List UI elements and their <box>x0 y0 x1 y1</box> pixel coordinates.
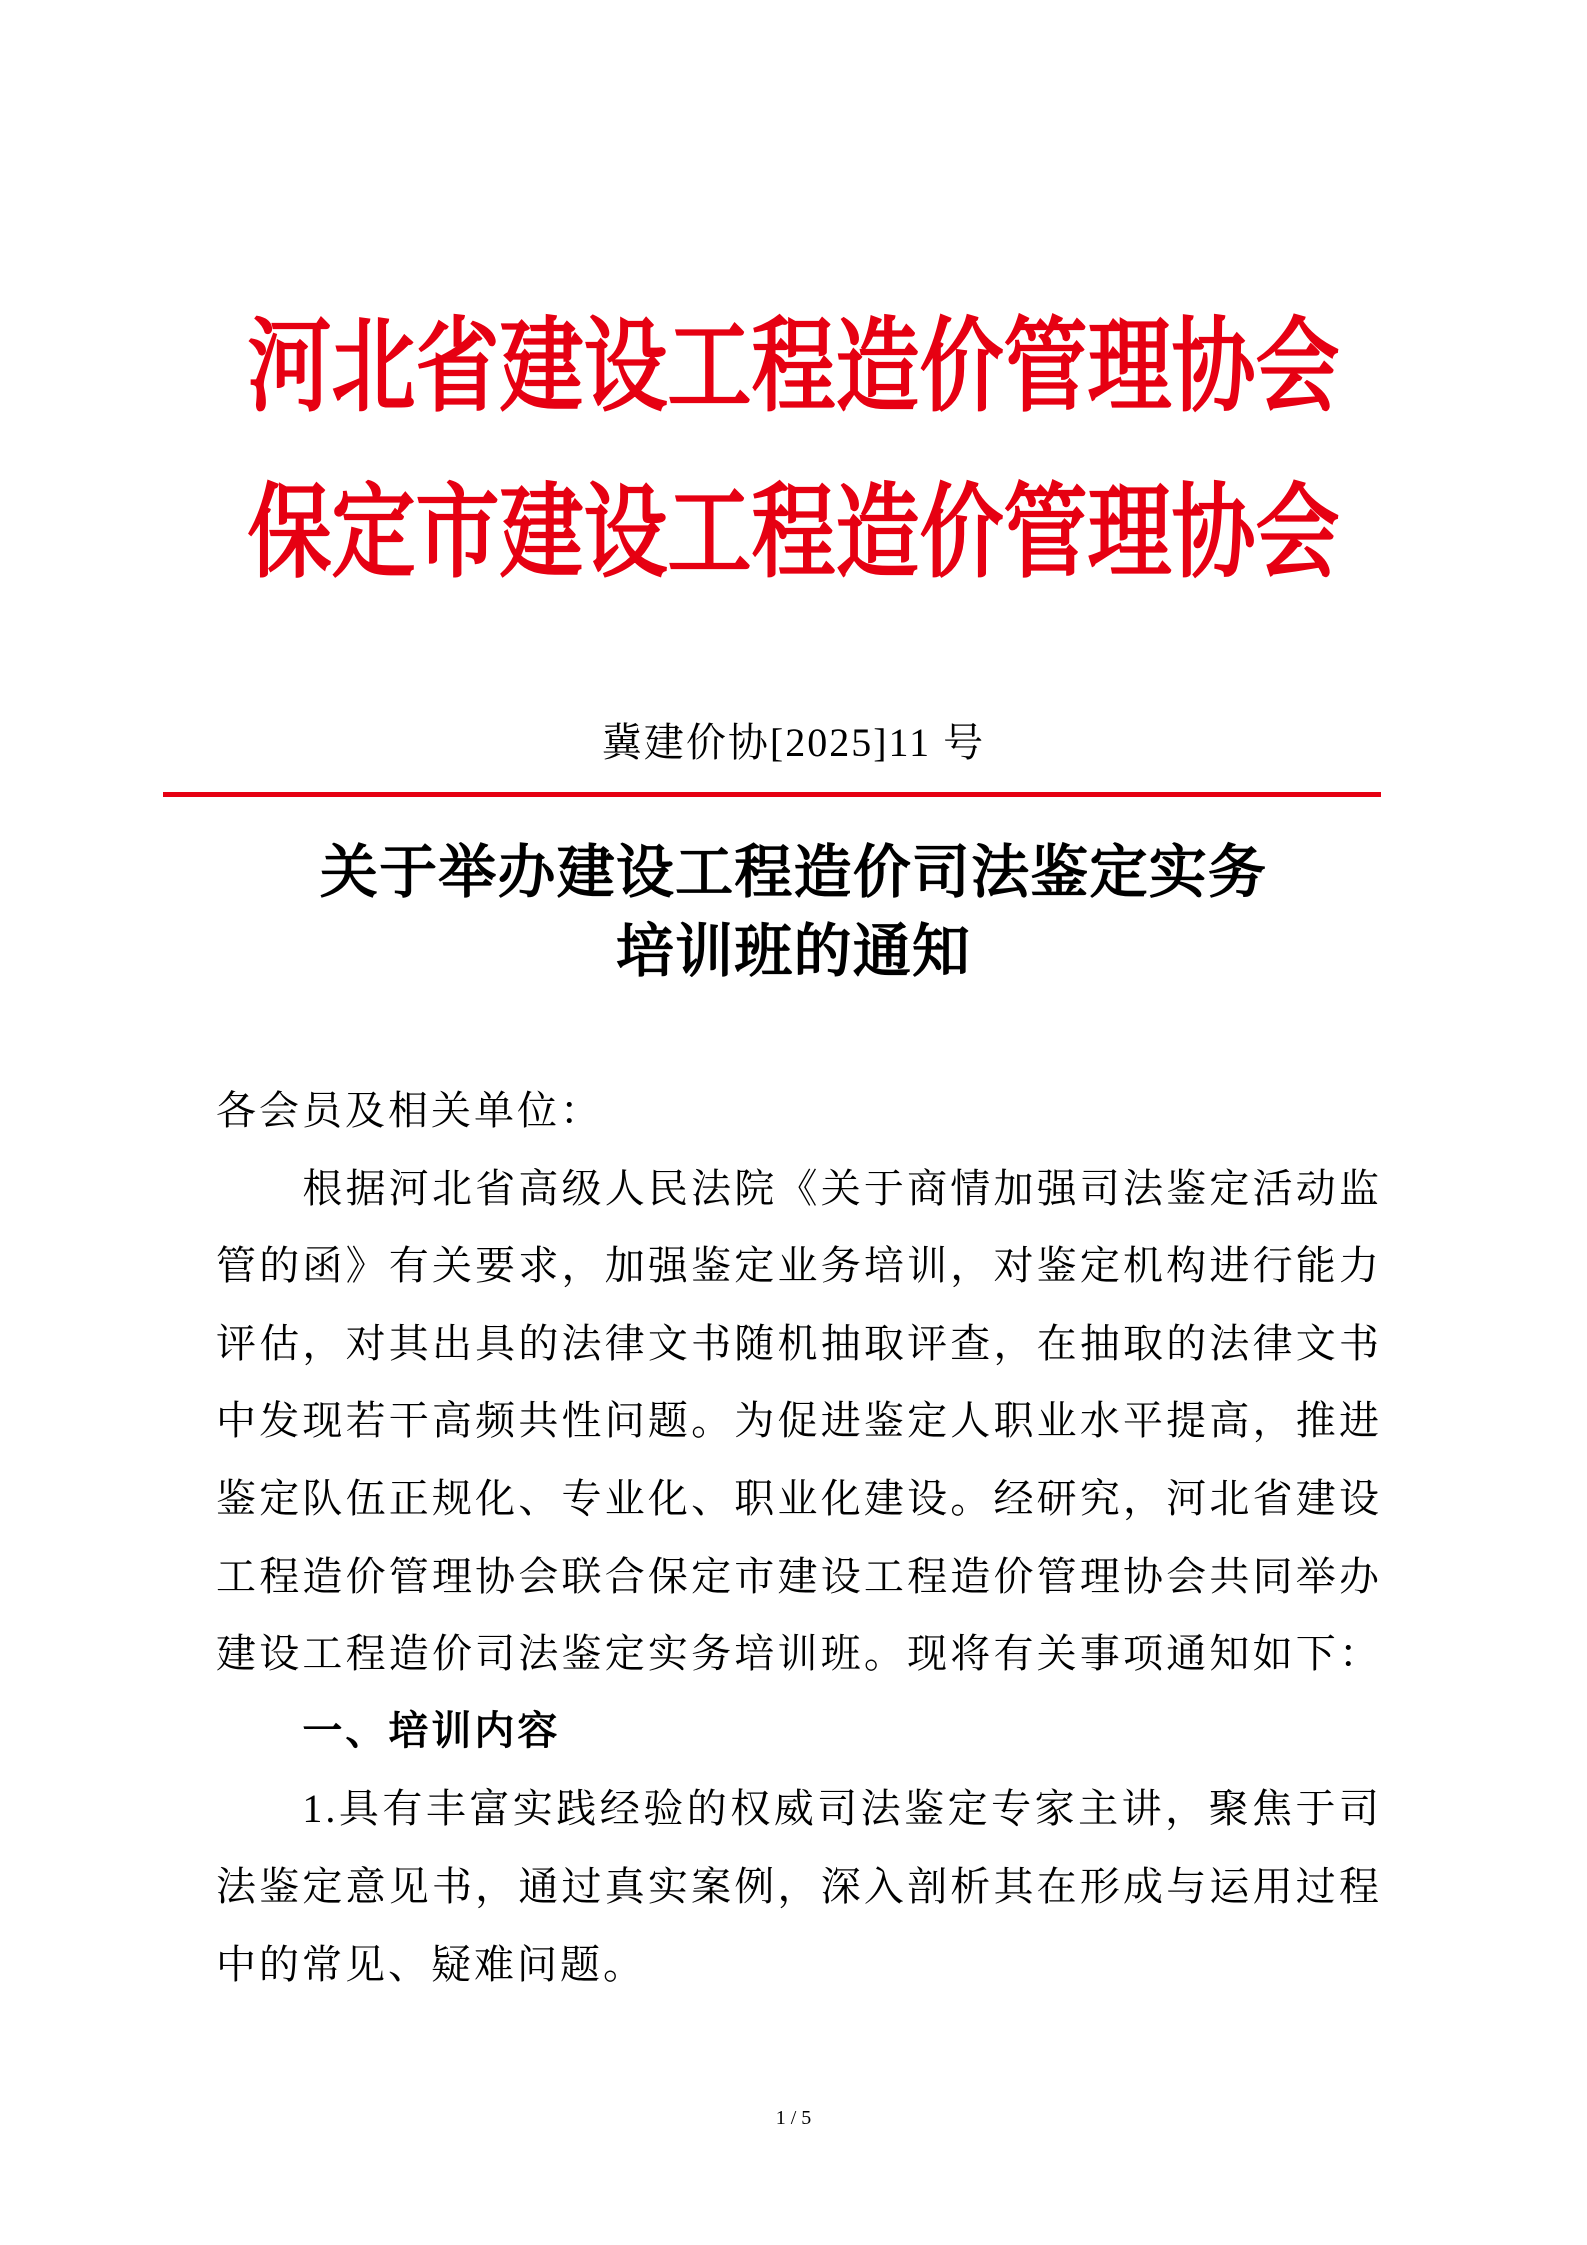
salutation: 各会员及相关单位： <box>216 1088 603 1133</box>
item-1-line: 1.具有丰富实践经验的权威司法鉴定专家主讲，聚焦于司 <box>302 1786 1382 1832</box>
intro-paragraph-line: 建设工程造价司法鉴定实务培训班。现将有关事项通知如下： <box>216 1631 1382 1677</box>
document-number: 冀建价协[2025]11 号 <box>601 720 986 765</box>
issuing-org-line-2: 保定市建设工程造价管理协会 <box>247 471 1340 592</box>
issuing-org-line-1: 河北省建设工程造价管理协会 <box>247 305 1340 426</box>
intro-paragraph-line: 中发现若干高频共性问题。为促进鉴定人职业水平提高，推进 <box>216 1398 1382 1444</box>
document-title-line-2: 培训班的通知 <box>615 917 972 985</box>
document-title-line-1: 关于举办建设工程造价司法鉴定实务 <box>319 838 1268 906</box>
page-number: 1 / 5 <box>775 2107 812 2129</box>
document-body <box>216 1072 1382 2003</box>
section-heading-training-content: 一、培训内容 <box>302 1707 561 1754</box>
intro-paragraph-line: 根据河北省高级人民法院《关于商情加强司法鉴定活动监 <box>302 1165 1382 1211</box>
intro-paragraph-line: 工程造价管理协会联合保定市建设工程造价管理协会共同举办 <box>216 1553 1382 1599</box>
intro-paragraph-line: 管的函》有关要求，加强鉴定业务培训，对鉴定机构进行能力 <box>216 1243 1382 1289</box>
item-1-line: 中的常见、疑难问题。 <box>216 1941 646 1987</box>
intro-paragraph-line: 鉴定队伍正规化、专业化、职业化建设。经研究，河北省建设 <box>216 1475 1382 1521</box>
item-1-line: 法鉴定意见书，通过真实案例，深入剖析其在形成与运用过程 <box>216 1863 1382 1909</box>
red-divider-rule <box>163 792 1381 797</box>
intro-paragraph-line: 评估，对其出具的法律文书随机抽取评查，在抽取的法律文书 <box>216 1320 1382 1366</box>
